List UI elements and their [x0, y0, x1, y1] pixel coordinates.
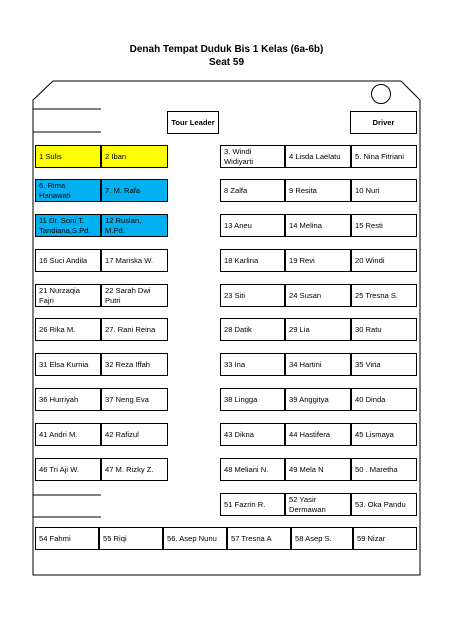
- seat-cell: 46 Tri Aji W.: [35, 458, 101, 481]
- seat-cell: 23 Siti: [220, 284, 285, 307]
- seat-cell: 27. Rani Reina: [101, 318, 168, 341]
- seat-cell: 15 Resti: [351, 214, 417, 237]
- seat-cell: 30 Ratu: [351, 318, 417, 341]
- seat-cell: 14 Melina: [285, 214, 351, 237]
- seat-cell: 5. Nina Fitriani: [351, 145, 417, 168]
- seat-cell: 7. M. Rafa: [101, 179, 168, 202]
- seat-cell: 21 Nurzaqia Fajri: [35, 284, 101, 307]
- seat-cell: 34 Hartini: [285, 353, 351, 376]
- seat-cell: 51 Fazrin R.: [220, 493, 285, 516]
- driver-label: Driver: [350, 111, 417, 134]
- seat-cell: 31 Elsa Kurnia: [35, 353, 101, 376]
- seat-cell: 50 . Maretha: [351, 458, 417, 481]
- seat-cell: 47 M. Rizky Z.: [101, 458, 168, 481]
- seat-cell: 41 Andri M.: [35, 423, 101, 446]
- seat-cell: 16 Suci Andila: [35, 249, 101, 272]
- seat-cell: 10 Nuri: [351, 179, 417, 202]
- seat-cell: 29 Lia: [285, 318, 351, 341]
- seat-cell: 8 Zalfa: [220, 179, 285, 202]
- seat-cell: 48 Meliani N.: [220, 458, 285, 481]
- seat-cell: 42 Rafizul: [101, 423, 168, 446]
- seat-cell: 59 Nizar: [353, 527, 417, 550]
- seat-cell: 49 Mela N: [285, 458, 351, 481]
- seat-cell: 26 Rika M.: [35, 318, 101, 341]
- seat-cell: 17 Mariska W.: [101, 249, 168, 272]
- seat-cell: 43 Dikna: [220, 423, 285, 446]
- seat-cell: 44 Hastifera: [285, 423, 351, 446]
- seat-cell: 25 Tresna S.: [351, 284, 417, 307]
- seat-cell: 35 Vina: [351, 353, 417, 376]
- seat-cell: 57 Tresna A: [227, 527, 291, 550]
- seat-cell: 4 Lisda Laelatu: [285, 145, 351, 168]
- seat-cell: 52 Yasir Dermawan: [285, 493, 351, 516]
- page-subtitle: Seat 59: [208, 57, 245, 68]
- seat-cell: 54 Fahmi: [35, 527, 99, 550]
- seat-cell: 22 Sarah Dwi Putri: [101, 284, 168, 307]
- seat-cell: 45 Lismaya: [351, 423, 417, 446]
- seat-cell: 53. Oka Pandu: [351, 493, 417, 516]
- seat-cell: 58 Asep S.: [291, 527, 353, 550]
- seat-cell: 13 Aneu: [220, 214, 285, 237]
- seat-cell: 56. Asep Nunu: [163, 527, 227, 550]
- seat-cell: 36 Hurriyah: [35, 388, 101, 411]
- seat-cell: 11 Dr. Soni T. Tandiana,S.Pd.: [35, 214, 101, 237]
- seat-cell: 18 Karlina: [220, 249, 285, 272]
- seat-cell: 33 Ina: [220, 353, 285, 376]
- seat-cell: 39 Anggitya: [285, 388, 351, 411]
- seat-cell: 12 Ruslan, M.Pd.: [101, 214, 168, 237]
- seat-cell: 3. Windi Widiyarti: [220, 145, 285, 168]
- seat-cell: 20 Windi: [351, 249, 417, 272]
- steering-wheel-icon: [371, 84, 391, 104]
- seat-cell: 28 Datik: [220, 318, 285, 341]
- seat-cell: 2 Iban: [101, 145, 168, 168]
- seat-cell: 24 Susan: [285, 284, 351, 307]
- seat-cell: 38 Lingga: [220, 388, 285, 411]
- seat-cell: 9 Resita: [285, 179, 351, 202]
- seat-cell: 19 Revi: [285, 249, 351, 272]
- page-title: Denah Tempat Duduk Bis 1 Kelas (6a-6b): [129, 44, 324, 55]
- seat-cell: 32 Reza Iffah: [101, 353, 168, 376]
- seat-cell: 1 Sulis: [35, 145, 101, 168]
- seat-cell: 40 Dinda: [351, 388, 417, 411]
- tour-leader-label: Tour Leader: [167, 111, 219, 134]
- seat-cell: 6. Rima Hanawati: [35, 179, 101, 202]
- seat-cell: 37 Neng Eva: [101, 388, 168, 411]
- seat-cell: 55 Riqi: [99, 527, 163, 550]
